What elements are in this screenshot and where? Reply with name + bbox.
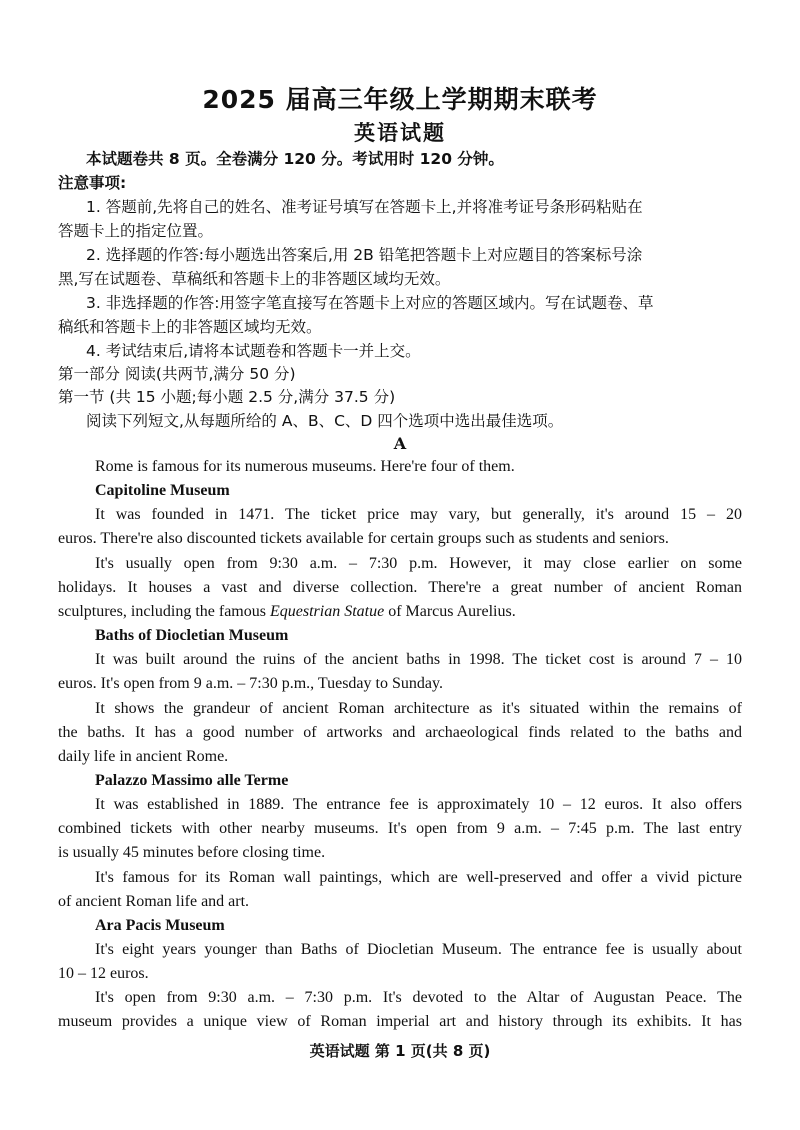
museum-4-name: Ara Pacis Museum	[95, 917, 225, 934]
exam-title: 2025 届高三年级上学期期末联考	[202, 85, 598, 114]
museum-1-para-2-line-1: It's usually open from 9:30 a.m. – 7:30 p.m. However, it may close earlier on some	[95, 555, 742, 572]
museum-4-para-1-line-2: 10 – 12 euros.	[58, 965, 149, 982]
notice-2-line-2: 黑,写在试题卷、草稿纸和答题卡上的非答题区域均无效。	[58, 270, 451, 288]
notice-2-line-1: 2. 选择题的作答:每小题选出答案后,用 2B 铅笔把答题卡上对应题目的答案标号涂	[86, 246, 643, 264]
text-segment: sculptures, including the famous	[58, 603, 270, 620]
museum-1-name: Capitoline Museum	[95, 482, 230, 499]
notice-3-line-2: 稿纸和答题卡上的非答题区域均无效。	[58, 318, 322, 336]
museum-3-para-1-line-3: is usually 45 minutes before closing time.	[58, 844, 326, 861]
notice-label: 注意事项:	[58, 174, 127, 192]
exam-subject: 英语试题	[354, 121, 446, 145]
museum-2-para-2-line-1: It shows the grandeur of ancient Roman architecture as it's situated within the remains of	[95, 700, 742, 717]
part-one-heading: 第一部分 阅读(共两节,满分 50 分)	[58, 365, 296, 383]
museum-3-para-1-line-2: combined tickets with other nearby museums. It's open from 9 a.m. – 7:45 p.m. The last entry	[58, 820, 742, 837]
museum-2-para-1-line-2: euros. It's open from 9 a.m. – 7:30 p.m., Tuesday to Sunday.	[58, 675, 443, 692]
museum-2-para-1-line-1: It was built around the ruins of the ancient baths in 1998. The ticket cost is around 7 – 10	[95, 651, 742, 668]
museum-4-para-1-line-1: It's eight years younger than Baths of Diocletian Museum. The entrance fee is usually about	[95, 941, 742, 958]
section-one-heading: 第一节 (共 15 小题;每小题 2.5 分,满分 37.5 分)	[58, 388, 396, 406]
reading-instruction: 阅读下列短文,从每题所给的 A、B、C、D 四个选项中选出最佳选项。	[86, 412, 564, 430]
museum-1-para-2-line-2: holidays. It houses a vast and diverse collection. There're a great number of ancient Roman	[58, 579, 742, 596]
notice-3-line-1: 3. 非选择题的作答:用签字笔直接写在答题卡上对应的答题区域内。写在试题卷、草	[86, 294, 654, 312]
museum-3-para-2-line-1: It's famous for its Roman wall paintings, which are well-preserved and offer a vivid picture	[95, 869, 742, 886]
museum-3-para-1-line-1: It was established in 1889. The entrance fee is approximately 10 – 12 euros. It also offers	[95, 796, 742, 813]
museum-1-para-2-line-3	[58, 602, 516, 622]
notice-4: 4. 考试结束后,请将本试题卷和答题卡一并上交。	[86, 342, 421, 360]
museum-3-name: Palazzo Massimo alle Terme	[95, 772, 289, 789]
exam-intro: 本试题卷共 8 页。全卷满分 120 分。考试用时 120 分钟。	[86, 150, 504, 168]
page-footer: 英语试题 第 1 页(共 8 页)	[309, 1042, 491, 1060]
notice-1-line-2: 答题卡上的指定位置。	[58, 222, 214, 240]
museum-4-para-2-line-1: It's open from 9:30 a.m. – 7:30 p.m. It's devoted to the Altar of Augustan Peace. The	[95, 989, 742, 1006]
museum-3-para-2-line-2: of ancient Roman life and art.	[58, 893, 250, 910]
museum-1-para-1-line-2: euros. There're also discounted tickets available for certain groups such as students and seniors.	[58, 530, 669, 547]
text-segment: of Marcus Aurelius.	[384, 603, 516, 620]
notice-1-line-1: 1. 答题前,先将自己的姓名、准考证号填写在答题卡上,并将准考证号条形码粘贴在	[86, 198, 643, 216]
museum-2-name: Baths of Diocletian Museum	[95, 627, 289, 644]
museum-4-para-2-line-2: museum provides a unique view of Roman imperial art and history through its exhibits. It has	[58, 1013, 742, 1030]
passage-intro: Rome is famous for its numerous museums. Here're four of them.	[95, 458, 515, 475]
museum-1-para-1-line-1: It was founded in 1471. The ticket price may vary, but generally, it's around 15 – 20	[95, 506, 742, 523]
passage-label: A	[393, 434, 407, 453]
artwork-title: Equestrian Statue	[269, 603, 385, 620]
museum-2-para-2-line-2: the baths. It has a good number of artworks and archaeological finds related to the baths and	[58, 724, 742, 741]
museum-2-para-2-line-3: daily life in ancient Rome.	[58, 748, 229, 765]
